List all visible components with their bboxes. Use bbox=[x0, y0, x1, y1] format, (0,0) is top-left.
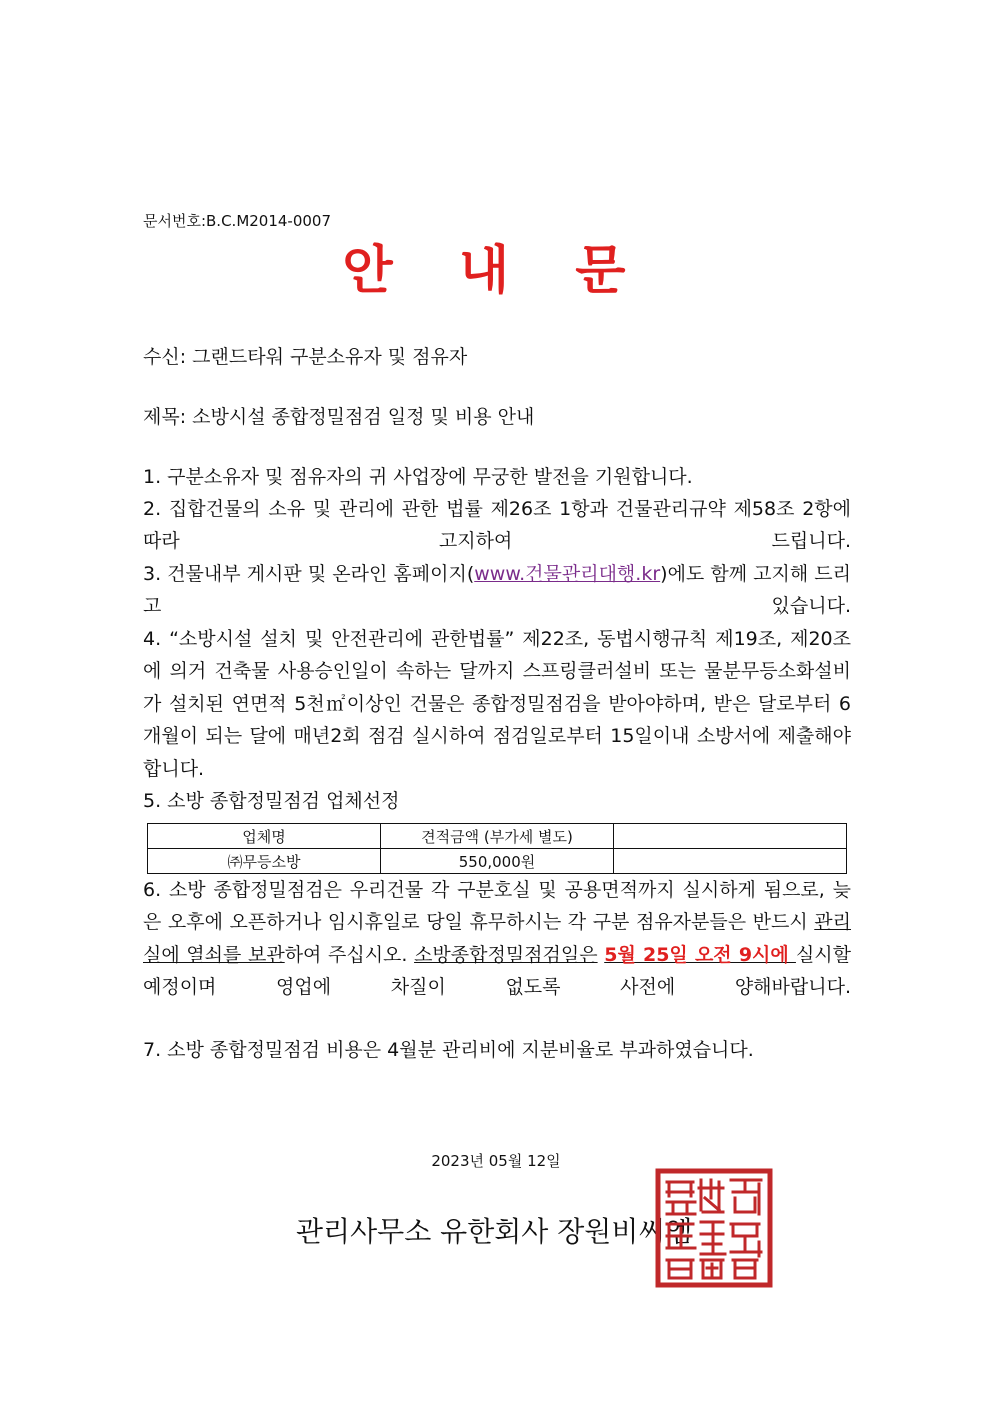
paragraph-6-text-c: 실시할 예정이며 영업에 차질이 없도록 사전에 양해바랍니다. bbox=[143, 943, 851, 999]
table-row bbox=[148, 849, 847, 874]
paragraph-7: 7. 소방 종합정밀점검 비용은 4월분 관리비에 지분비율로 부과하였습니다. bbox=[143, 1039, 754, 1061]
table-cell: 550,000원 bbox=[381, 849, 614, 874]
issue-date: 2023년 05월 12일 bbox=[431, 1152, 561, 1170]
paragraph-3-text-b: )에도 함께 고지해 드리고 있습니다. bbox=[143, 563, 851, 618]
signer-name: 관리사무소 유한회사 장원비씨엠 bbox=[296, 1215, 693, 1248]
document-number: 문서번호:B.C.M2014-0007 bbox=[143, 212, 332, 230]
paragraph-2: 2. 집합건물의 소유 및 관리에 관한 법률 제26조 1항과 건물관리규약 제58조 2항에 따라 고지하여 드립니다. bbox=[143, 498, 851, 553]
paragraph-6-text-a: 6. 소방 종합정밀점검은 우리건물 각 구분호실 및 공용면적까지 실시하게 됨으로, 늦은 오후에 오픈하거나 임시휴일로 당일 휴무하시는 각 구분 점유자분들은 반드시 bbox=[143, 879, 851, 934]
recipient-line: 수신: 그랜드타워 구분소유자 및 점유자 bbox=[143, 346, 468, 368]
paragraph-6-text-b: 하여 주십시오. bbox=[284, 943, 415, 966]
company-seal-icon bbox=[655, 1168, 773, 1288]
table-header-cell: 견적금액 (부가세 별도) bbox=[381, 824, 614, 849]
paragraph-1: 1. 구분소유자 및 점유자의 귀 사업장에 무궁한 발전을 기원합니다. bbox=[143, 466, 693, 488]
paragraph-3-text-a: 3. 건물내부 게시판 및 온라인 홈페이지( bbox=[143, 563, 475, 585]
vendor-table bbox=[147, 823, 847, 874]
paragraph-3 bbox=[143, 558, 851, 623]
table-header-row bbox=[148, 824, 847, 849]
inspection-date-label: 소방종합정밀점검일은 bbox=[414, 943, 598, 966]
paragraph-6 bbox=[143, 874, 851, 1004]
table-header-cell: 업체명 bbox=[148, 824, 381, 849]
table-header-cell bbox=[614, 824, 847, 849]
homepage-link[interactable]: www.건물관리대행.kr bbox=[474, 563, 661, 585]
key-storage-notice: 관리실에 열쇠를 보관 bbox=[143, 911, 851, 966]
table-cell: ㈜무등소방 bbox=[148, 849, 381, 874]
paragraph-4: 4. “소방시설 설치 및 안전관리에 관한법률” 제22조, 동법시행규칙 제19조, 제20조에 의거 건축물 사용승인일이 속하는 달까지 스프링클러설비 또는 물분무등소화설비가 설치된 연면적 5천㎡이상인 건물은 종합정밀점검을 받아야하며, 받은 달로부터 6개월이 되는 달에 매년2회 점검 실시하여 점검일로부터 15일이내 소방서에 제출해야 합니다. bbox=[143, 628, 851, 780]
inspection-datetime: 5월 25일 오전 9시에 bbox=[604, 943, 796, 966]
paragraph-5: 5. 소방 종합정밀점검 업체선정 bbox=[143, 790, 400, 812]
subject-line: 제목: 소방시설 종합정밀점검 일정 및 비용 안내 bbox=[143, 406, 535, 428]
document-title: 안 내 문 bbox=[342, 241, 650, 301]
table-cell bbox=[614, 849, 847, 874]
